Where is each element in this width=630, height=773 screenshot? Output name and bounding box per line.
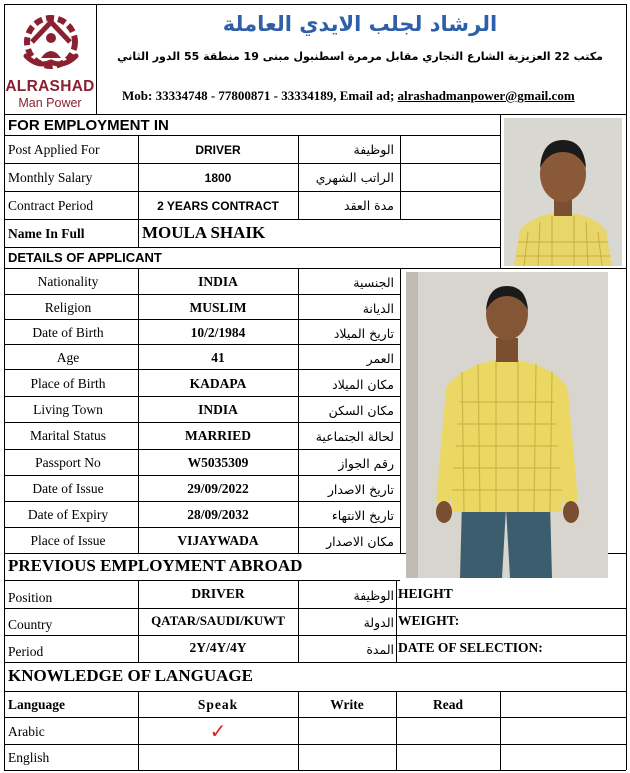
details-label-arabic: تاريخ الانتهاء (331, 508, 394, 523)
details-label: Date of Birth (32, 325, 104, 340)
checkmark-icon: ✓ (209, 719, 227, 743)
employment-section-title: FOR EMPLOYMENT IN (8, 117, 169, 134)
company-address-arabic: مكتب 22 العزيزية الشارع التجاري مقابل مرمرة اسطنبول مبنى 19 منطقة 55 الدور الثاني (117, 50, 603, 63)
previous-value: QATAR/SAUDI/KUWT (151, 613, 285, 628)
applicant-photo-large (406, 272, 608, 578)
details-label-arabic: مكان السكن (328, 403, 394, 418)
details-value: KADAPA (189, 376, 247, 391)
details-label-arabic: الديانة (362, 301, 394, 316)
details-label: Date of Issue (32, 481, 104, 496)
previous-label-arabic: الوظيفة (353, 588, 394, 603)
applicant-photo-small (504, 118, 622, 266)
previous-label: Position (8, 590, 53, 605)
employment-label: Post Applied For (8, 142, 100, 157)
details-section-title: DETAILS OF APPLICANT (8, 250, 162, 265)
details-value: 29/09/2022 (187, 481, 249, 496)
employment-label-arabic: الراتب الشهري (315, 170, 394, 185)
employment-label: Monthly Salary (8, 170, 93, 185)
company-logo (4, 4, 96, 112)
previous-label-arabic: المدة (366, 642, 394, 657)
details-label: Nationality (37, 274, 99, 289)
details-label-arabic: لحالة الجتماعية (315, 429, 394, 444)
details-value: 10/2/1984 (190, 325, 246, 340)
previous-value: 2Y/4Y/4Y (189, 640, 247, 655)
details-label-arabic: الجنسية (353, 275, 394, 290)
employment-label: Contract Period (8, 198, 94, 213)
previous-value: DRIVER (191, 586, 245, 601)
read-header: Read (433, 697, 463, 712)
contact-line (122, 88, 575, 104)
name-label: Name In Full (8, 226, 85, 241)
details-value: INDIA (198, 274, 238, 289)
details-value: 28/09/2032 (187, 507, 249, 522)
weight-label: WEIGHT: (398, 613, 460, 628)
employment-value: 1800 (204, 171, 232, 185)
language-header: Language (8, 697, 66, 712)
details-label: Date of Expiry (27, 507, 109, 522)
language-section-title: KNOWLEDGE OF LANGUAGE (8, 666, 253, 685)
details-label-arabic: رقم الجواز (338, 456, 394, 471)
details-label-arabic: تاريخ الميلاد (333, 326, 394, 341)
write-header: Write (330, 697, 364, 712)
speak-header: Speak (197, 697, 239, 712)
email-link[interactable]: alrashadmanpower@gmail.com (397, 88, 575, 103)
company-name-arabic: الرشاد لجلب الايدي العاملة (222, 12, 498, 36)
details-value: INDIA (198, 402, 238, 417)
person-full-icon (406, 272, 608, 578)
details-value: MARRIED (185, 428, 251, 443)
details-label: Place of Issue (30, 533, 106, 548)
details-label-arabic: مكان الاصدار (326, 534, 394, 549)
details-label: Living Town (33, 402, 103, 417)
height-label: HEIGHT (398, 586, 453, 601)
details-label: Passport No (35, 455, 101, 470)
date-of-selection-label: DATE OF SELECTION: (398, 640, 543, 655)
previous-section-title: PREVIOUS EMPLOYMENT ABROAD (8, 556, 303, 575)
details-value: MUSLIM (189, 300, 247, 315)
employment-label-arabic: مدة العقد (344, 198, 394, 213)
person-silhouette-icon (504, 118, 622, 266)
employment-label-arabic: الوظيفة (353, 142, 394, 157)
logo-subtext: Man Power (18, 96, 82, 110)
employment-value: DRIVER (195, 143, 241, 157)
previous-label: Country (8, 617, 53, 632)
logo-text: ALRASHAD (5, 78, 95, 95)
details-label: Age (56, 350, 80, 365)
details-label: Religion (44, 300, 92, 315)
house-hands-icon (18, 8, 84, 76)
details-label-arabic: تاريخ الاصدار (327, 482, 394, 497)
details-value: VIJAYWADA (177, 533, 259, 548)
contact-numbers: Mob: 33334748 - 77800871 - 33334189, Email ad; (122, 88, 398, 103)
details-value: W5035309 (187, 455, 249, 470)
previous-label-arabic: الدولة (363, 615, 394, 630)
details-label: Marital Status (29, 428, 107, 443)
details-label: Place of Birth (30, 376, 106, 391)
details-label-arabic: العمر (366, 351, 394, 366)
employment-value: 2 YEARS CONTRACT (157, 199, 279, 213)
language-name: English (8, 750, 50, 765)
previous-label: Period (8, 644, 44, 659)
language-name: Arabic (8, 724, 45, 739)
details-value: 41 (211, 350, 225, 365)
name-value: MOULA SHAIK (142, 223, 266, 242)
details-label-arabic: مكان الميلاد (332, 377, 394, 392)
